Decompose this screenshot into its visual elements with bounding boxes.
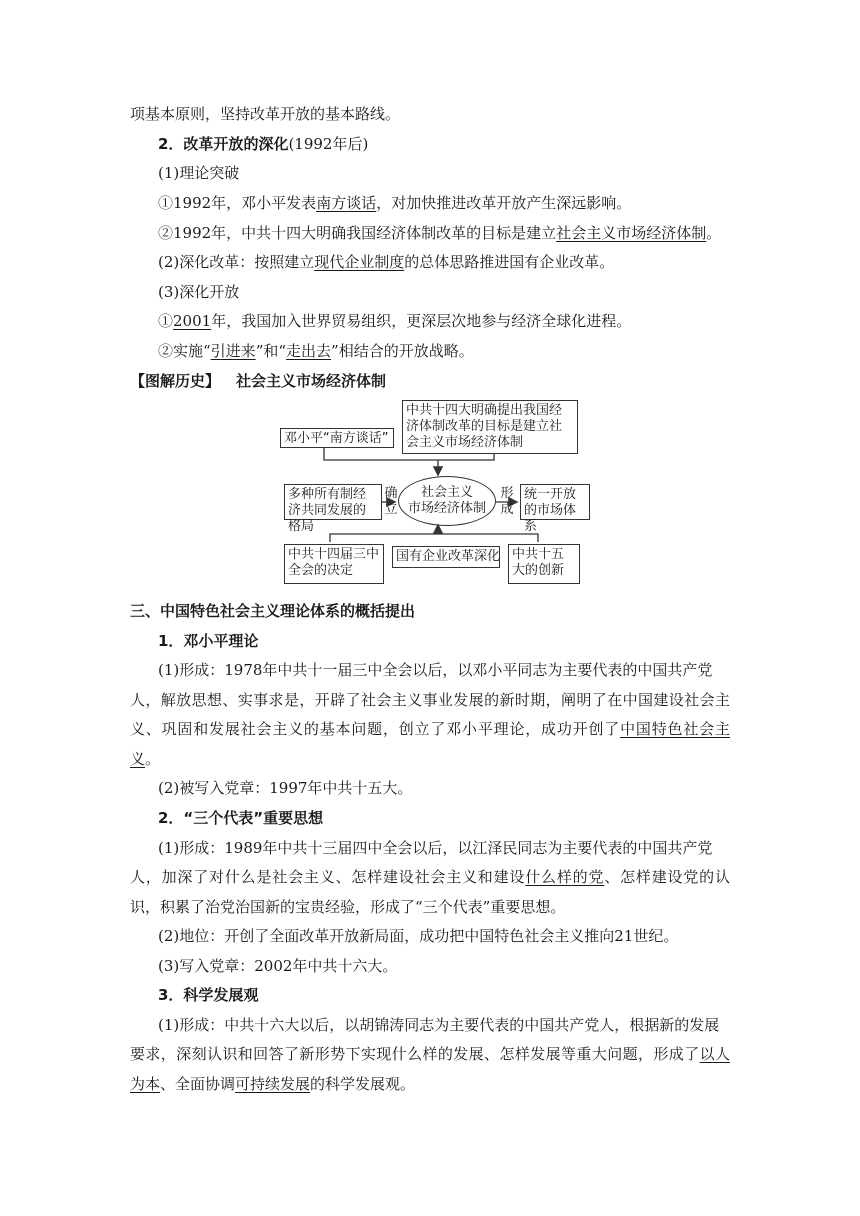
underlined-term: 以人 [699, 1045, 730, 1063]
underlined-term: 现代企业制度 [314, 253, 405, 271]
subsection-heading: 1．邓小平理论 [158, 632, 259, 650]
underlined-term: 社会主义市场经济体制 [556, 224, 707, 242]
box-ownership-pattern: 多种所有制经济共同发展的格局 [284, 484, 382, 520]
paragraph-line: ①2001年，我国加入世界贸易组织，更深层次地参与经济全球化进程。 [158, 312, 632, 330]
underlined-term: 义 [130, 750, 146, 768]
label-establish: 确 立 [384, 486, 398, 517]
paragraph-line: ②1992年，中共十四大明确我国经济体制改革的目标是建立社会主义市场经济体制。 [158, 224, 722, 242]
underlined-term: 什么样的党 [525, 868, 605, 886]
underlined-term: 可持续发展 [235, 1075, 311, 1093]
underlined-term: 南方谈话 [316, 194, 377, 212]
label-form: 形 成 [500, 486, 514, 517]
paragraph-line: 识，积累了治党治国新的宝贵经验，形成了“三个代表”重要思想。 [130, 898, 566, 916]
market-economy-diagram [278, 398, 588, 590]
underlined-term: 中国特色社会主 [620, 720, 730, 738]
subheading: (3)深化开放 [158, 283, 240, 301]
bottom-connector-line [330, 534, 538, 542]
paragraph-line: 义。 [130, 750, 161, 768]
paragraph-line: 人，加深了对什么是社会主义、怎样建设社会主义和建设什么样的党、怎样建设党的认 [130, 868, 730, 886]
paragraph-line: (1)形成：中共十六大以后，以胡锦涛同志为主要代表的中国共产党人，根据新的发展 [158, 1016, 720, 1034]
underlined-term: 走出去 [286, 342, 332, 360]
paragraph-line: (2)被写入党章：1997年中共十五大。 [158, 779, 413, 797]
center-market-economy: 社会主义 市场经济体制 [398, 476, 496, 526]
paragraph-line: (1)形成：1989年中共十三届四中全会以后，以江泽民同志为主要代表的中国共产党 [158, 839, 713, 857]
box-soe-reform: 国有企业改革深化 [392, 546, 500, 568]
diagram-caption: 【图解历史】 社会主义市场经济体制 [130, 372, 387, 390]
paragraph-line: 人，解放思想、实事求是，开辟了社会主义事业发展的新时期，阐明了在中国建设社会主 [130, 691, 730, 709]
underlined-term: 为本 [130, 1075, 161, 1093]
subsection-heading: 3．科学发展观 [158, 986, 259, 1004]
paragraph-line: ②实施“引进来”和“走出去”相结合的开放战略。 [158, 342, 474, 360]
underlined-term: 引进来 [210, 342, 256, 360]
section-heading: 2．改革开放的深化(1992年后) [158, 135, 369, 153]
paragraph-line: 要求，深刻认识和回答了新形势下实现什么样的发展、怎样发展等重大问题，形成了以人 [130, 1045, 730, 1063]
paragraph-line: 义、巩固和发展社会主义的基本问题，创立了邓小平理论，成功开创了中国特色社会主 [130, 720, 730, 738]
paragraph-line: ①1992年，邓小平发表南方谈话，对加快推进改革开放产生深远影响。 [158, 194, 632, 212]
subheading: (1)理论突破 [158, 164, 240, 182]
paragraph-line: (3)写入党章：2002年中共十六大。 [158, 957, 398, 975]
underlined-term: 2001 [173, 312, 212, 330]
box-southern-tour: 邓小平“南方谈话” [280, 428, 394, 448]
paragraph-line: 为本、全面协调可持续发展的科学发展观。 [130, 1075, 416, 1093]
subsection-heading: 2．“三个代表”重要思想 [158, 809, 324, 827]
box-14th-congress: 中共十四大明确提出我国经济体制改革的目标是建立社会主义市场经济体制 [402, 400, 578, 454]
paragraph-line: (2)地位：开创了全面改革开放新局面，成功把中国特色社会主义推向21世纪。 [158, 927, 679, 945]
paragraph-line: 项基本原则，坚持改革开放的基本路线。 [130, 105, 401, 123]
box-15th-congress: 中共十五大的创新 [508, 544, 580, 584]
box-unified-market: 统一开放的市场体系 [520, 484, 590, 520]
section-heading: 三、中国特色社会主义理论体系的概括提出 [130, 602, 416, 620]
paragraph-line: (1)形成：1978年中共十一届三中全会以后，以邓小平同志为主要代表的中国共产党 [158, 661, 713, 679]
paragraph-line: (2)深化改革：按照建立现代企业制度的总体思路推进国有企业改革。 [158, 253, 615, 271]
box-3rd-plenum: 中共十四届三中全会的决定 [284, 544, 384, 584]
